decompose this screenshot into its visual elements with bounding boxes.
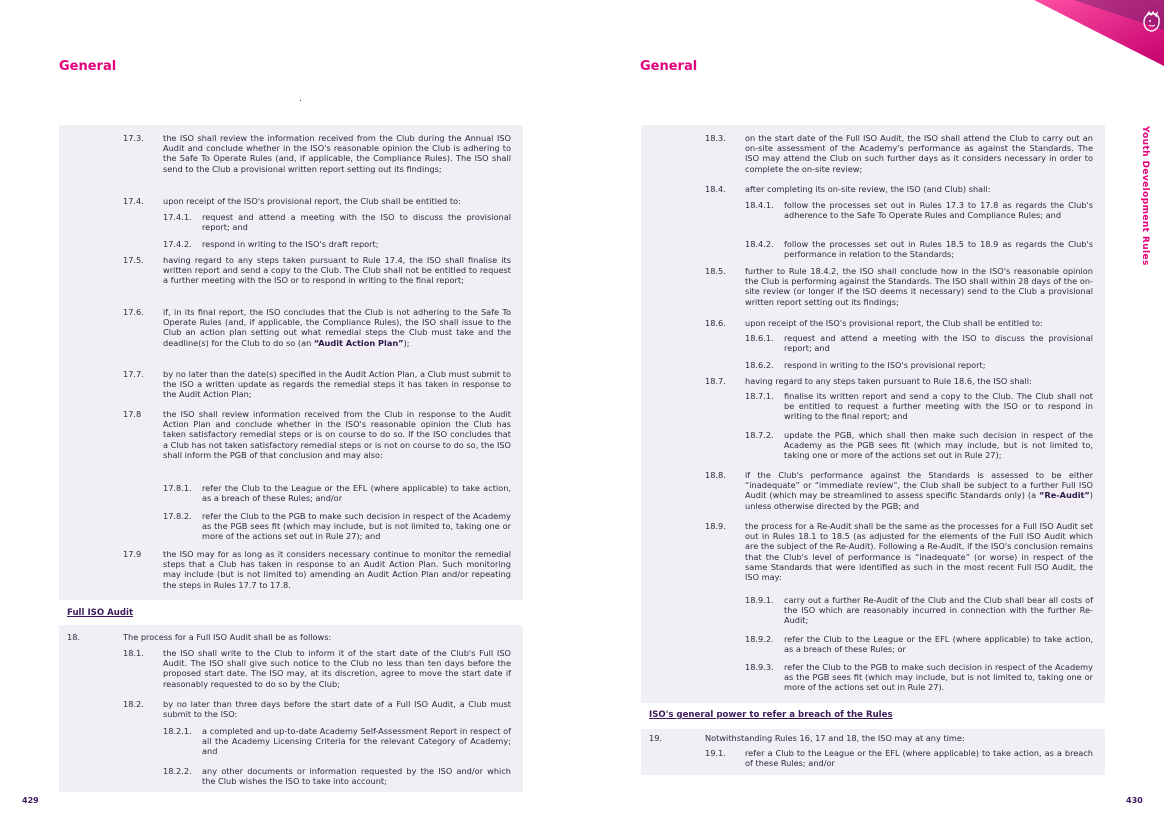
rule-18-4-2 [745,239,1093,259]
rule-number: 18. [67,632,81,642]
rule-number: 17.4.1. [163,212,192,222]
rule-18-5 [705,266,1093,307]
rule-number: 17.4. [123,196,144,206]
rule-number: 17.6. [123,307,144,317]
rule-text: update the PGB, which shall then make such decision in respect of the Academy as the PGB sees fit (which may include, but is not limited to, taking one or more of the actions set out in Rule 27); [784,430,1093,461]
rule-text: any other documents or information requested by the ISO and/or which the Club wishes the ISO to take into account; [202,766,511,787]
rule-number: 18.5. [705,266,726,276]
rule-18-9-3 [745,662,1093,693]
rule-18-8 [705,470,1093,511]
left-subhead: Full ISO Audit [67,608,134,618]
rule-number: 18.9. [705,521,726,531]
rule-number: 19. [649,733,663,743]
rule-text: upon receipt of the ISO's provisional report, the Club shall be entitled to: [745,318,1043,328]
rule-17-6 [123,307,511,348]
rule-number: 17.3. [123,133,144,143]
rule-18-4-1 [745,200,1093,220]
rule-number: 18.6.1. [745,333,774,343]
rule-text: follow the processes set out in Rules 18.5 to 18.9 as regards the Club's performance in relation to the Standards; [784,239,1093,260]
rule-number: 17.9 [123,549,142,559]
rule-number: 18.4. [705,184,726,194]
rule-17-9 [123,549,511,590]
rule-text: by no later than the date(s) specified in the Audit Action Plan, a Club must submit to the ISO a written update as regards the remedial steps it has taken in response to the Audit Action Plan; [163,369,511,400]
rule-text: on the start date of the Full ISO Audit, the ISO shall attend the Club to carry out an on-site assessment of the Academy's performance as against the Standards. The ISO may attend the Club on such further days as it considers necessary in order to complete the on-site review; [745,133,1093,174]
rule-text: follow the processes set out in Rules 17.3 to 17.8 as regards the Club's adherence to the Safe To Operate Rules and Compliance Rules; and [784,200,1093,221]
rule-text: The process for a Full ISO Audit shall be as follows: [123,632,332,642]
rule-17-3 [123,133,511,174]
rule-number: 18.9.2. [745,634,774,644]
rule-text: further to Rule 18.4.2, the ISO shall conclude how in the ISO's reasonable opinion the Club is performing against the Standards. The ISO shall within 28 days of the on-site review (or longer if the ISO deems it necessary) send to the Club a provisional written report setting out its findings; [745,266,1093,307]
rule-text: Notwithstanding Rules 16, 17 and 18, the ISO may at any time: [705,733,965,743]
rule-number: 18.6. [705,318,726,328]
rule-18-7 [705,376,1093,386]
rule-17-4 [123,196,511,206]
rule-number: 18.3. [705,133,726,143]
rule-number: 17.8.1. [163,483,192,493]
rule-text: request and attend a meeting with the ISO to discuss the provisional report; and [202,212,511,233]
rule-17-4-1 [163,212,511,232]
rule-17-7 [123,369,511,400]
rule-number: 18.7.1. [745,391,774,401]
rule-number: 18.2.1. [163,726,192,736]
rule-text: carry out a further Re-Audit of the Club and the Club shall bear all costs of the ISO which are reasonably incurred in connection with the further Re-Audit; [784,595,1093,626]
rule-19 [649,733,1093,743]
left-section-title: General [59,59,117,74]
rule-number: 18.4.2. [745,239,774,249]
rule-text: respond in writing to the ISO's draft report; [202,239,379,249]
rule-17-4-2 [163,239,511,249]
rule-text: having regard to any steps taken pursuant to Rule 18.6, the ISO shall: [745,376,1032,386]
rule-text: a completed and up-to-date Academy Self-Assessment Report in respect of all the Academy Licensing Criteria for the relevant Category of Academy; and [202,726,511,757]
rule-number: 18.9.3. [745,662,774,672]
rule-text: respond in writing to the ISO's provisional report; [784,360,986,370]
rule-18-2-2 [163,766,511,786]
rule-text: if, in its final report, the ISO concludes that the Club is not adhering to the Safe To Operate Rules (and, if applicable, the Compliance Rules), the ISO shall issue to the Club an action plan setting out what remedial steps the Club must take and the deadline(s) for the Club to do so (an “Audit Action Plan”); [163,307,511,348]
rule-text: request and attend a meeting with the ISO to discuss the provisional report; and [784,333,1093,354]
rule-18-7-2 [745,430,1093,461]
corner-decoration [1014,0,1164,66]
left-page-number: 429 [22,796,39,805]
rule-number: 17.5. [123,255,144,265]
rule-18-2 [123,699,511,719]
rule-number: 19.1. [705,748,726,758]
right-page-number: 430 [1126,796,1143,805]
rule-text: if the Club's performance against the Standards is assessed to be either “inadequate” or “immediate review”, the Club shall be subject to a further Full ISO Audit (which may be streamlined to assess specific Standards only) (a “Re-Audit”) unless otherwise directed by the PGB; and [745,470,1093,511]
defined-term: “Audit Action Plan” [313,337,404,348]
right-section-title: General [640,59,698,74]
rule-18-6-2 [745,360,1093,370]
rule-text: refer the Club to the PGB to make such decision in respect of the Academy as the PGB sees fit (which may include, but is not limited to, taking one or more of the actions set out in Rule 27); and [202,511,511,542]
rule-text: the ISO may for as long as it considers necessary continue to monitor the remedial steps that a Club has taken in response to an Audit Action Plan. Such monitoring may include (but is not limited to) amending an Audit Action Plan and/or repeating the steps in Rules 17.7 to 17.8. [163,549,511,590]
rule-number: 18.9.1. [745,595,774,605]
rule-18-9 [705,521,1093,582]
side-label: Youth Development Rules [1140,126,1150,266]
rule-text: after completing its on-site review, the ISO (and Club) shall: [745,184,991,194]
rule-18-2-1 [163,726,511,757]
rule-text: the ISO shall review the information received from the Club during the Annual ISO Audit and conclude whether in the ISO's reasonable opinion the Club is adhering to the Safe To Operate Rules (and, if applicable, the Compliance Rules). The ISO shall send to the Club a provisional written report setting out its findings; [163,133,511,174]
rule-text: refer the Club to the League or the EFL (where applicable) to take action, as a breach of these Rules; or [784,634,1093,655]
rule-number: 18.2. [123,699,144,709]
rule-text: refer a Club to the League or the EFL (where applicable) to take action, as a breach of these Rules; and/or [745,748,1093,769]
right-subhead: ISO's general power to refer a breach of the Rules [649,710,893,720]
rule-number: 17.4.2. [163,239,192,249]
rule-17-8-2 [163,511,511,542]
rule-18-4 [705,184,1093,194]
rule-18-6-1 [745,333,1093,353]
stray-dot [300,100,301,101]
rule-number: 17.8 [123,409,142,419]
rule-text: the ISO shall review information received from the Club in response to the Audit Action Plan and conclude whether in the ISO's reasonable opinion the Club has taken satisfactory remedial steps or is on course to do so. If the ISO concludes that a Club has not taken satisfactory remedial steps or is not on course to do so, the ISO shall inform the PGB of that conclusion and may also: [163,409,511,460]
rule-text: refer the Club to the League or the EFL (where applicable) to take action, as a breach of these Rules; and/or [202,483,511,504]
rule-text: having regard to any steps taken pursuant to Rule 17.4, the ISO shall finalise its written report and send a copy to the Club. The Club shall not be entitled to request a further meeting with the ISO or to respond in writing to the final report; [163,255,511,286]
rule-18-3 [705,133,1093,174]
defined-term: “Re-Audit” [1039,490,1090,501]
rule-text: the process for a Re-Audit shall be the same as the processes for a Full ISO Audit set out in Rules 18.1 to 18.5 (as adjusted for the elements of the Full ISO Audit which are the subject of the Re-Audit). Following a Re-Audit, if the ISO's conclusion remains that the Club's level of performance is “inadequate” (or worse) in respect of the same Standards that were identified as such in the most recent Full ISO Audit, the ISO may: [745,521,1093,583]
rule-number: 17.8.2. [163,511,192,521]
rule-number: 17.7. [123,369,144,379]
rule-19-1 [705,748,1093,768]
rule-text: upon receipt of the ISO's provisional report, the Club shall be entitled to: [163,196,461,206]
rule-18-7-1 [745,391,1093,422]
rule-number: 18.2.2. [163,766,192,776]
rule-text: by no later than three days before the start date of a Full ISO Audit, a Club must submit to the ISO: [163,699,511,720]
rule-17-5 [123,255,511,286]
rule-18-1 [123,648,511,689]
rule-18-6 [705,318,1093,328]
rule-number: 18.8. [705,470,726,480]
right-page [582,0,1164,825]
rule-number: 18.1. [123,648,144,658]
rule-18 [67,632,511,642]
rule-number: 18.6.2. [745,360,774,370]
rule-18-9-2 [745,634,1093,654]
rule-number: 18.7. [705,376,726,386]
rule-text: refer the Club to the PGB to make such decision in respect of the Academy as the PGB sees fit (which may include, but is not limited to, taking one or more of the actions set out in Rule 27). [784,662,1093,693]
rule-text: finalise its written report and send a copy to the Club. The Club shall not be entitled to request a further meeting with the ISO or to respond in writing to the final report; and [784,391,1093,422]
rule-18-9-1 [745,595,1093,626]
rule-17-8-1 [163,483,511,503]
rule-17-8 [123,409,511,460]
rule-number: 18.4.1. [745,200,774,210]
rule-text: the ISO shall write to the Club to inform it of the start date of the Club's Full ISO Audit. The ISO shall give such notice to the Club no less than ten days before the proposed start date. The ISO may, at its discretion, agree to move the start date if reasonably requested to do so by the Club; [163,648,511,689]
rule-number: 18.7.2. [745,430,774,440]
